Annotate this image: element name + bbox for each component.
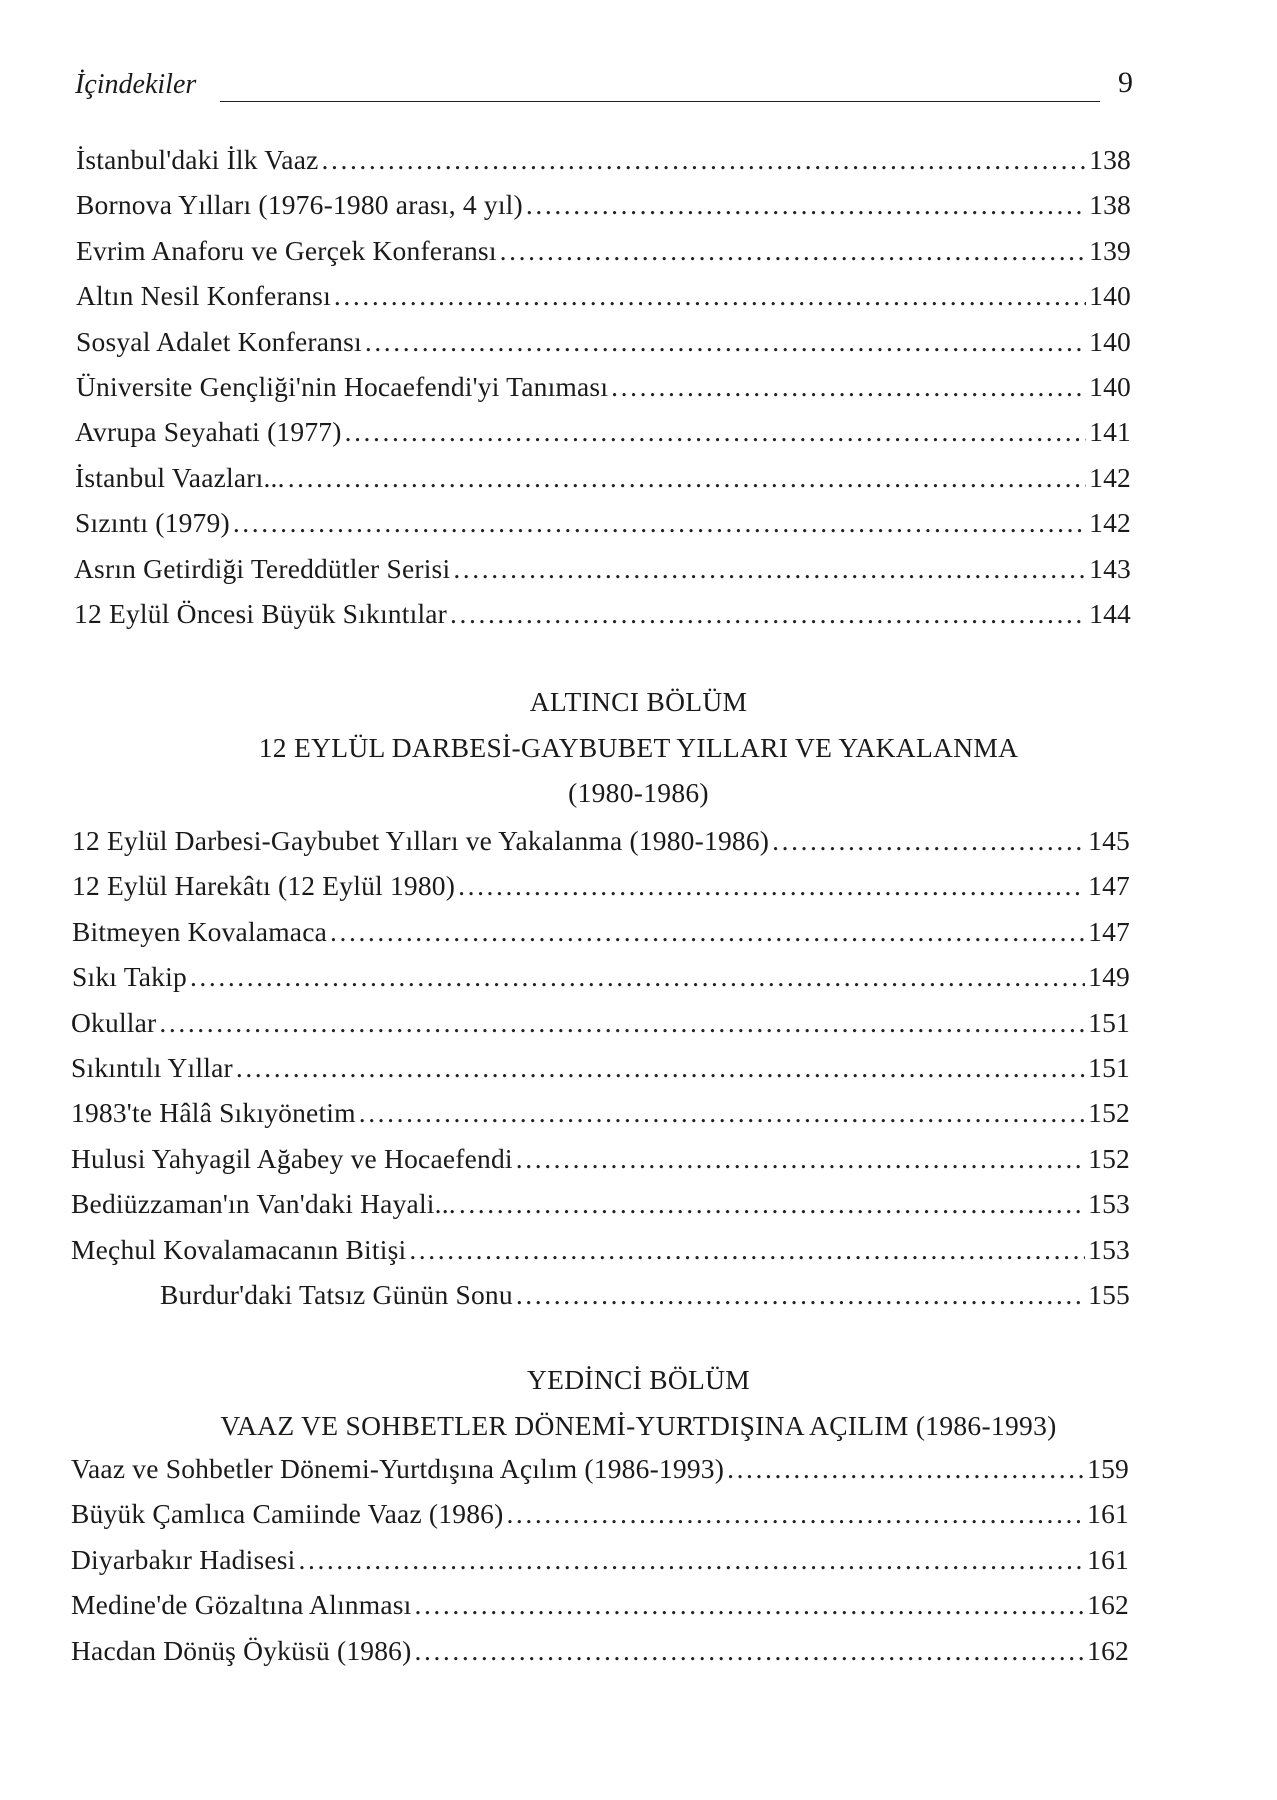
chapter-6-heading <box>0 679 1277 816</box>
toc-entry-page: 161 <box>1087 1543 1129 1575</box>
toc-section-1 <box>0 137 1277 636</box>
toc-entry-page: 162 <box>1087 1634 1129 1666</box>
toc-entry-page: 140 <box>1089 325 1131 357</box>
dot-leader <box>727 1446 1084 1491</box>
toc-entry-page: 142 <box>1089 507 1131 539</box>
header-rule <box>220 101 1100 102</box>
toc-entry-title: İstanbul'daki İlk Vaaz <box>76 144 319 175</box>
toc-entry-page: 145 <box>1088 825 1130 856</box>
toc-entry-title: Hulusi Yahyagil Ağabey ve Hocaefendi <box>71 1142 513 1174</box>
toc-entry-title: Avrupa Seyahati (1977) <box>75 416 342 448</box>
toc-entry-title: Diyarbakır Hadisesi <box>71 1543 296 1575</box>
toc-entry-page: 138 <box>1089 189 1131 221</box>
page-number: 9 <box>1118 66 1133 99</box>
toc-entry-page: 141 <box>1089 416 1131 448</box>
toc-entry[interactable] <box>71 1491 1129 1536</box>
toc-entry[interactable] <box>71 1227 1130 1272</box>
toc-entry[interactable] <box>72 954 1130 999</box>
toc-entry[interactable] <box>72 818 1130 863</box>
toc-entry[interactable] <box>72 863 1130 908</box>
toc-entry-title: Sızıntı (1979) <box>75 507 230 539</box>
dot-leader <box>414 1582 1084 1627</box>
chapter-6-title: 12 EYLÜL DARBESİ-GAYBUBET YILLARI VE YAKALANMA <box>258 731 1019 763</box>
chapter-6-years: (1980-1986) <box>568 777 709 808</box>
toc-entry-page: 151 <box>1088 1006 1130 1038</box>
dot-leader <box>450 591 1086 636</box>
page-header <box>75 62 1135 112</box>
chapter-6-label: ALTINCI BÖLÜM <box>529 686 748 717</box>
toc-entry-page: 147 <box>1088 870 1130 902</box>
toc-entry[interactable] <box>71 1090 1130 1135</box>
dot-leader <box>236 1045 1085 1090</box>
toc-entry-title: 12 Eylül Öncesi Büyük Sıkıntılar <box>74 597 448 629</box>
toc-entry-title: Meçhul Kovalamacanın Bitişi <box>71 1233 407 1265</box>
dot-leader <box>322 137 1087 182</box>
dot-leader <box>330 909 1085 954</box>
toc-entry[interactable] <box>71 1628 1129 1673</box>
toc-entry[interactable] <box>71 1136 1130 1181</box>
toc-entry[interactable] <box>76 319 1131 364</box>
chapter-7-heading <box>0 1357 1277 1448</box>
toc-entry-title: Medine'de Gözaltına Alınması <box>71 1589 412 1621</box>
toc-entry[interactable] <box>71 1181 1130 1226</box>
toc-chapter-7 <box>0 1446 1277 1673</box>
toc-entry-title: Bitmeyen Kovalamaca <box>72 915 328 947</box>
toc-entry-indented[interactable] <box>160 1272 1130 1317</box>
dot-leader <box>288 455 1086 500</box>
dot-leader <box>415 1628 1085 1673</box>
toc-entry-page: 140 <box>1089 280 1131 312</box>
dot-leader <box>365 319 1086 364</box>
toc-entry-title: Bornova Yılları (1976-1980 arası, 4 yıl) <box>76 189 523 221</box>
toc-entry[interactable] <box>76 228 1131 273</box>
toc-entry-title: Vaaz ve Sohbetler Dönemi-Yurtdışına Açılım (1986-1993) <box>71 1453 725 1484</box>
dot-leader <box>526 182 1086 227</box>
chapter-7-label: YEDİNCİ BÖLÜM <box>526 1364 751 1395</box>
toc-entry[interactable] <box>75 409 1131 454</box>
toc-entry-title: Sıkıntılı Yıllar <box>71 1051 233 1083</box>
dot-leader <box>500 228 1086 273</box>
toc-entry[interactable] <box>76 273 1131 318</box>
toc-entry-page: 155 <box>1088 1278 1130 1310</box>
toc-entry[interactable] <box>71 1446 1129 1491</box>
toc-entry[interactable] <box>71 1582 1129 1627</box>
dot-leader <box>299 1537 1085 1582</box>
dot-leader <box>359 1090 1085 1135</box>
toc-entry-page: 159 <box>1087 1453 1129 1484</box>
toc-entry-page: 151 <box>1088 1051 1130 1083</box>
toc-entry-title: İstanbul Vaazları... <box>75 461 285 493</box>
dot-leader <box>506 1491 1084 1536</box>
toc-entry-page: 152 <box>1088 1097 1130 1129</box>
toc-entry-page: 144 <box>1089 597 1131 629</box>
toc-entry[interactable] <box>75 455 1131 500</box>
toc-entry-page: 147 <box>1088 915 1130 947</box>
dot-leader <box>516 1136 1085 1181</box>
toc-entry-title: 1983'te Hâlâ Sıkıyönetim <box>71 1097 356 1129</box>
dot-leader <box>159 1000 1085 1045</box>
toc-entry[interactable] <box>71 1000 1130 1045</box>
dot-leader <box>233 500 1086 545</box>
dot-leader <box>459 1181 1085 1226</box>
dot-leader <box>611 364 1086 409</box>
toc-entry[interactable] <box>74 546 1131 591</box>
toc-entry-title: Burdur'daki Tatsız Günün Sonu <box>160 1278 513 1310</box>
dot-leader <box>453 546 1086 591</box>
toc-entry[interactable] <box>72 909 1130 954</box>
toc-entry[interactable] <box>75 500 1131 545</box>
dot-leader <box>772 818 1085 863</box>
dot-leader <box>345 409 1087 454</box>
toc-entry-page: 149 <box>1088 961 1130 993</box>
dot-leader <box>409 1227 1085 1272</box>
toc-entry[interactable] <box>76 182 1131 227</box>
toc-entry[interactable] <box>76 364 1131 409</box>
toc-entry-title: 12 Eylül Harekâtı (12 Eylül 1980) <box>72 870 456 902</box>
toc-entry-page: 162 <box>1087 1589 1129 1621</box>
toc-chapter-6 <box>0 818 1277 1317</box>
toc-entry-title: Hacdan Dönüş Öyküsü (1986) <box>71 1634 412 1666</box>
dot-leader <box>516 1272 1085 1317</box>
running-head-title: İçindekiler <box>75 69 197 100</box>
toc-entry-title: Okullar <box>71 1006 157 1038</box>
toc-entry-page: 143 <box>1089 552 1131 584</box>
toc-entry-title: 12 Eylül Darbesi-Gaybubet Yılları ve Yakalanma (1980-1986) <box>72 825 770 856</box>
toc-entry[interactable] <box>76 137 1131 182</box>
dot-leader <box>458 863 1085 908</box>
dot-leader <box>334 273 1086 318</box>
dot-leader <box>190 954 1085 999</box>
chapter-7-title: VAAZ VE SOHBETLER DÖNEMİ-YURTDIŞINA AÇILIM (1986-1993) <box>220 1409 1057 1441</box>
toc-entry-title: Asrın Getirdiği Tereddütler Serisi <box>74 552 451 584</box>
toc-entry[interactable] <box>71 1537 1129 1582</box>
toc-entry-title: Bediüzzaman'ın Van'daki Hayali... <box>71 1188 456 1220</box>
toc-entry-title: Büyük Çamlıca Camiinde Vaaz (1986) <box>71 1498 504 1530</box>
toc-entry[interactable] <box>71 1045 1130 1090</box>
toc-entry-title: Altın Nesil Konferansı <box>76 280 331 312</box>
toc-entry-page: 139 <box>1089 234 1131 266</box>
toc-entry-title: Sosyal Adalet Konferansı <box>76 325 362 357</box>
toc-entry-page: 142 <box>1089 461 1131 493</box>
toc-entry-page: 161 <box>1087 1498 1129 1530</box>
toc-entry-title: Üniversite Gençliği'nin Hocaefendi'yi Tanıması <box>76 370 609 402</box>
toc-entry-page: 153 <box>1088 1233 1130 1265</box>
toc-entry-page: 152 <box>1088 1142 1130 1174</box>
toc-entry-page: 153 <box>1088 1188 1130 1220</box>
toc-entry-page: 140 <box>1089 370 1131 402</box>
toc-entry-page: 138 <box>1089 144 1131 175</box>
toc-entry-title: Sıkı Takip <box>72 961 187 993</box>
toc-entry[interactable] <box>74 591 1131 636</box>
toc-entry-title: Evrim Anaforu ve Gerçek Konferansı <box>76 234 497 266</box>
